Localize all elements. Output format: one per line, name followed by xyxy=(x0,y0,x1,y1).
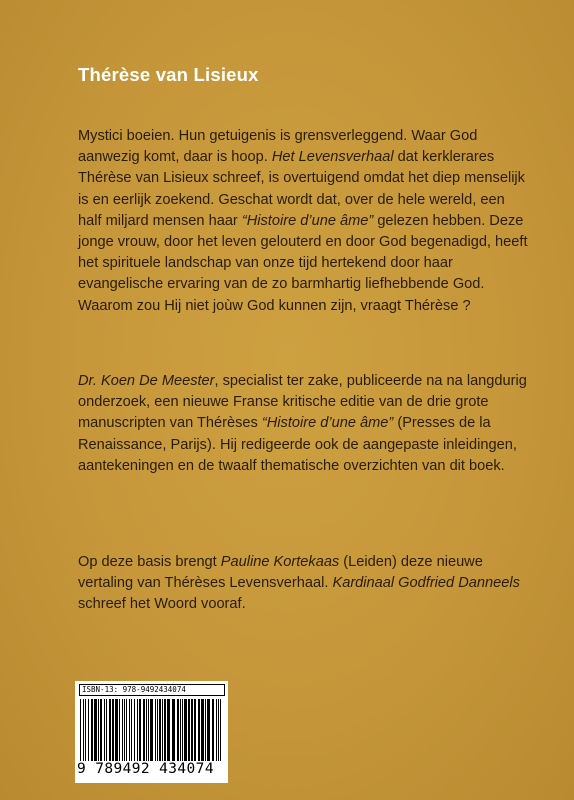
barcode-bar xyxy=(220,699,221,761)
barcode-bar xyxy=(162,699,163,761)
barcode-bar xyxy=(88,699,89,761)
barcode-bar xyxy=(134,699,135,761)
text-run: “Histoire d’une âme” xyxy=(241,212,374,229)
barcode-bar xyxy=(191,699,193,761)
barcode-bar xyxy=(177,699,179,761)
barcode-bar xyxy=(212,699,214,761)
barcode-bar xyxy=(94,699,97,761)
text-run: Pauline Kortekaas xyxy=(220,554,340,570)
barcode-bars xyxy=(79,699,225,761)
isbn-label: ISBN-13: 978-9492434074 xyxy=(79,684,225,696)
barcode-bar xyxy=(112,699,114,761)
barcode-bar xyxy=(167,699,170,761)
text-run: (Leiden) deze nieuwe vertaling van Thérèses Levensverhaal. xyxy=(78,554,483,592)
barcode-bar xyxy=(216,699,217,761)
barcode-bar xyxy=(148,699,149,761)
barcode-bar xyxy=(104,699,105,761)
barcode-bar xyxy=(205,699,206,761)
barcode-bar xyxy=(126,699,127,761)
barcode-bar xyxy=(164,699,166,761)
barcode-bar xyxy=(155,699,156,761)
barcode-bar xyxy=(106,699,107,761)
barcode-bar xyxy=(91,699,93,761)
barcode-bar xyxy=(129,699,130,761)
barcode-bar xyxy=(122,699,123,761)
text-run: gelezen hebben. Deze jonge vrouw, door het leven gelouterd en door God begenadigd, heeft het spirituele landschap van onze tijd hertekend door haar evangelische ervaring van de zo barmhartig liefhebbende God. Waarom zou Hij niet joùw God kunnen zijn, vraagt Thérèse ? xyxy=(78,212,528,314)
barcode-digits: 9 789492 434074 xyxy=(77,761,214,777)
barcode-bar xyxy=(194,699,196,761)
text-run: , specialist ter zake, publiceerde na na langdurig onderzoek, een nieuwe Franse kritische editie van de drie grote manuscripten van Thérèses xyxy=(78,373,527,432)
barcode-bar xyxy=(83,699,84,761)
barcode-bar xyxy=(143,699,145,761)
barcode-bar xyxy=(188,699,190,761)
barcode-bar xyxy=(198,699,200,761)
blurb-paragraph-1 xyxy=(78,126,530,317)
text-run: (Presses de la Renaissance, Parijs). Hij redigeerde ook de aangepaste inleidingen, aantekeningen en de twaalf thematische overzichten van dit boek. xyxy=(78,415,517,474)
barcode-bar xyxy=(137,699,138,761)
text-run: Mystici boeien. Hun getuigenis is grensverleggend. Waar God aanwezig komt, daar is hoop. xyxy=(78,128,478,166)
barcode-bar xyxy=(159,699,161,761)
barcode-bar xyxy=(157,699,158,761)
text-run: Op deze basis brengt xyxy=(78,554,221,570)
text-run: Het Levensverhaal xyxy=(271,149,394,166)
barcode-bar xyxy=(207,699,210,761)
barcode-bar xyxy=(172,699,175,761)
barcode-bar xyxy=(109,699,111,761)
barcode-bar xyxy=(85,699,86,761)
barcode-bar xyxy=(184,699,187,761)
text-run: dat kerklerares Thérèse van Lisieux schreef, is overtuigend omdat het diep menselijk is en eerlijk zoekend. Geschat wordt dat, over de hele wereld, een half miljard mensen haar xyxy=(78,149,525,229)
text-run: Dr. Koen De Meester xyxy=(78,373,215,389)
barcode-bar xyxy=(139,699,141,761)
text-run: schreef het Woord vooraf. xyxy=(78,596,246,613)
barcode-bar xyxy=(146,699,147,761)
barcode-bar xyxy=(98,699,99,761)
barcode-bar xyxy=(124,699,125,761)
isbn-barcode xyxy=(75,681,228,783)
blurb-paragraph-3 xyxy=(78,552,530,616)
barcode-bar xyxy=(218,699,219,761)
barcode-bar xyxy=(182,699,183,761)
barcode-bar xyxy=(80,699,81,761)
barcode-bar xyxy=(100,699,102,761)
barcode-bar xyxy=(119,699,120,761)
barcode-bar xyxy=(131,699,132,761)
barcode-bar xyxy=(150,699,153,761)
blurb-paragraph-2 xyxy=(78,371,530,477)
barcode-bar xyxy=(180,699,181,761)
text-run: Kardinaal Godfried Danneels xyxy=(332,575,520,592)
text-run: “Histoire d’une âme” xyxy=(261,415,394,432)
book-title: Thérèse van Lisieux xyxy=(78,64,259,85)
barcode-bar xyxy=(201,699,204,761)
barcode-bar xyxy=(115,699,118,761)
